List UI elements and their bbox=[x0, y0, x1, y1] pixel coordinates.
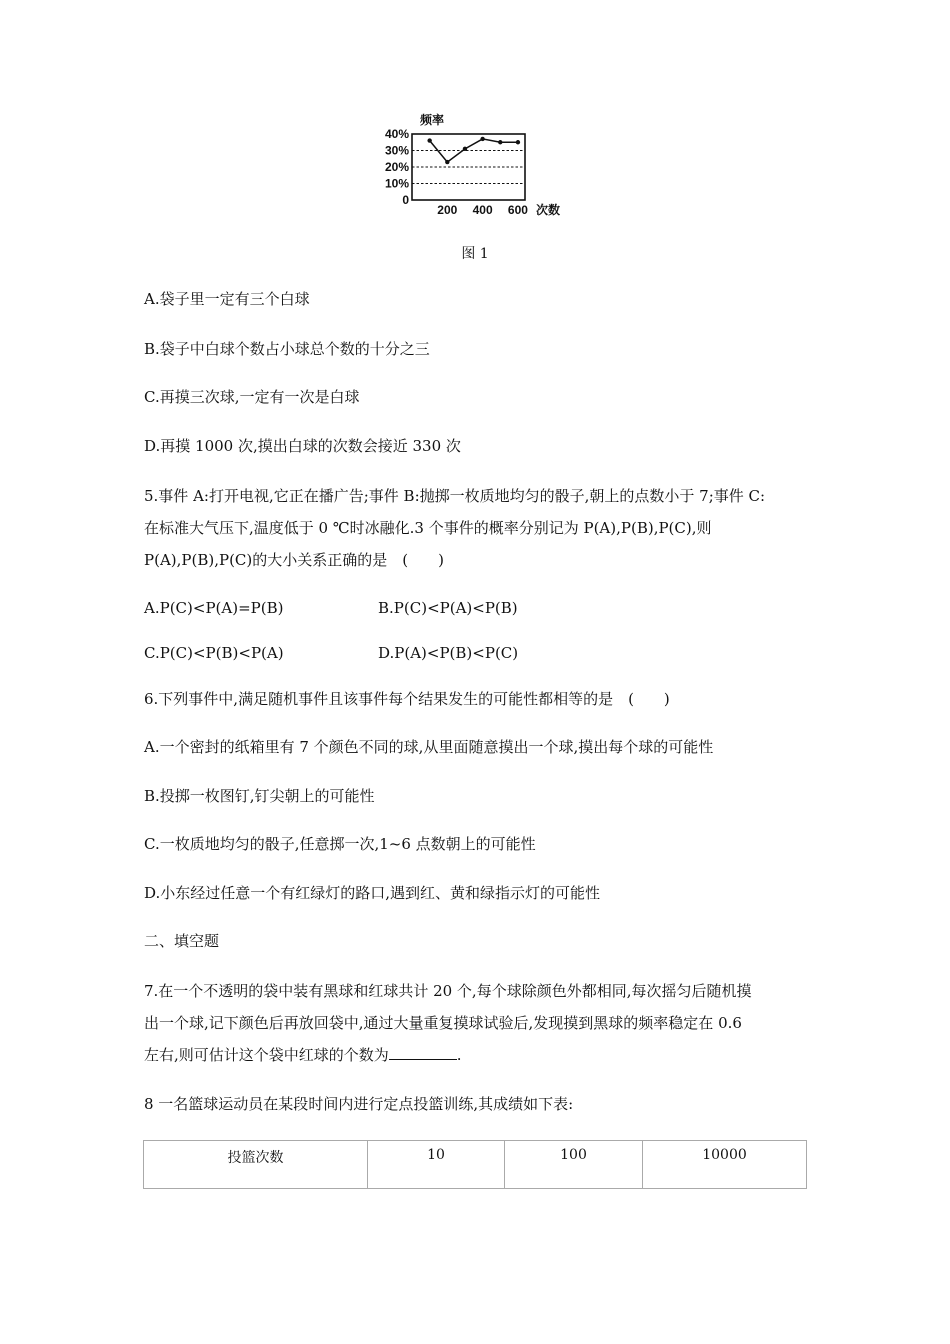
q8-stem: 8 一名篮球运动员在某段时间内进行定点投篮训练,其成绩如下表: bbox=[144, 1095, 574, 1113]
y-tick-label: 40% bbox=[384, 127, 409, 141]
x-axis-title: 次数 bbox=[536, 203, 561, 217]
q7-text: 左右,则可估计这个袋中红球的个数为 bbox=[144, 1046, 389, 1064]
q7-period: . bbox=[456, 1046, 462, 1064]
section-heading-fill-in: 二、填空题 bbox=[144, 932, 220, 950]
q5-stem-line3: P(A),P(B),P(C)的大小关系正确的是 ( ) bbox=[144, 551, 444, 569]
q6-option-b: B.投掷一枚图钉,钉尖朝上的可能性 bbox=[144, 787, 375, 805]
y-tick-label: 30% bbox=[384, 143, 409, 158]
data-point bbox=[445, 160, 449, 164]
q5-option-d: D.P(A)<P(B)<P(C) bbox=[378, 644, 519, 662]
q4-option-a: A.袋子里一定有三个白球 bbox=[144, 290, 310, 308]
series-line bbox=[430, 139, 518, 162]
q7-stem-line2: 出一个球,记下颜色后再放回袋中,通过大量重复摸球试验后,发现摸到黑球的频率稳定在 0.6 bbox=[144, 1014, 742, 1032]
q5-option-a: A.P(C)<P(A)=P(B) bbox=[144, 599, 284, 617]
y-tick-label: 10% bbox=[384, 176, 409, 191]
data-point bbox=[480, 137, 484, 141]
q7-stem-line1: 7.在一个不透明的袋中装有黑球和红球共计 20 个,每个球除颜色外都相同,每次摇匀后随机摸 bbox=[144, 982, 752, 1000]
q5-stem-line2: 在标准大气压下,温度低于 0 ℃时冰融化.3 个事件的概率分别记为 P(A),P(B),P(C),则 bbox=[144, 519, 712, 537]
q6-option-c: C.一枚质地均匀的骰子,任意掷一次,1~6 点数朝上的可能性 bbox=[144, 835, 536, 853]
x-tick-label: 200 bbox=[437, 203, 458, 217]
q6-stem: 6.下列事件中,满足随机事件且该事件每个结果发生的可能性都相等的是 ( ) bbox=[144, 690, 670, 708]
x-tick-label: 400 bbox=[472, 203, 493, 217]
data-point bbox=[427, 138, 431, 142]
data-point bbox=[516, 140, 520, 144]
data-point bbox=[463, 147, 467, 151]
figure-caption: 图 1 bbox=[461, 246, 489, 262]
q4-option-d: D.再摸 1000 次,摸出白球的次数会接近 330 次 bbox=[144, 437, 461, 455]
y-axis-title: 频率 bbox=[420, 113, 445, 127]
q6-option-d: D.小东经过任意一个有红绿灯的路口,遇到红、黄和绿指示灯的可能性 bbox=[144, 884, 601, 902]
q5-option-b: B.P(C)<P(A)<P(B) bbox=[378, 599, 518, 617]
x-tick-label: 600 bbox=[507, 203, 528, 217]
table-cell: 10000 bbox=[643, 1141, 807, 1189]
q7-stem-line3 bbox=[144, 1044, 462, 1066]
table-cell: 投篮次数 bbox=[144, 1141, 368, 1189]
table-row bbox=[144, 1141, 807, 1189]
q5-option-c: C.P(C)<P(B)<P(A) bbox=[144, 644, 284, 662]
q6-option-a: A.一个密封的纸箱里有 7 个颜色不同的球,从里面随意摸出一个球,摸出每个球的可能性 bbox=[144, 738, 714, 756]
shooting-record-table bbox=[143, 1140, 807, 1189]
answer-blank bbox=[389, 1044, 457, 1060]
table-cell: 10 bbox=[368, 1141, 505, 1189]
table-cell: 100 bbox=[505, 1141, 643, 1189]
q4-option-b: B.袋子中白球个数占小球总个数的十分之三 bbox=[144, 340, 430, 358]
frequency-line-chart bbox=[374, 110, 574, 222]
q4-option-c: C.再摸三次球,一定有一次是白球 bbox=[144, 388, 360, 406]
data-point bbox=[498, 140, 502, 144]
y-tick-label: 20% bbox=[384, 160, 409, 174]
y-tick-label: 0 bbox=[402, 193, 409, 207]
q5-stem-line1: 5.事件 A:打开电视,它正在播广告;事件 B:抛掷一枚质地均匀的骰子,朝上的点数小于 7;事件 C: bbox=[144, 487, 766, 505]
